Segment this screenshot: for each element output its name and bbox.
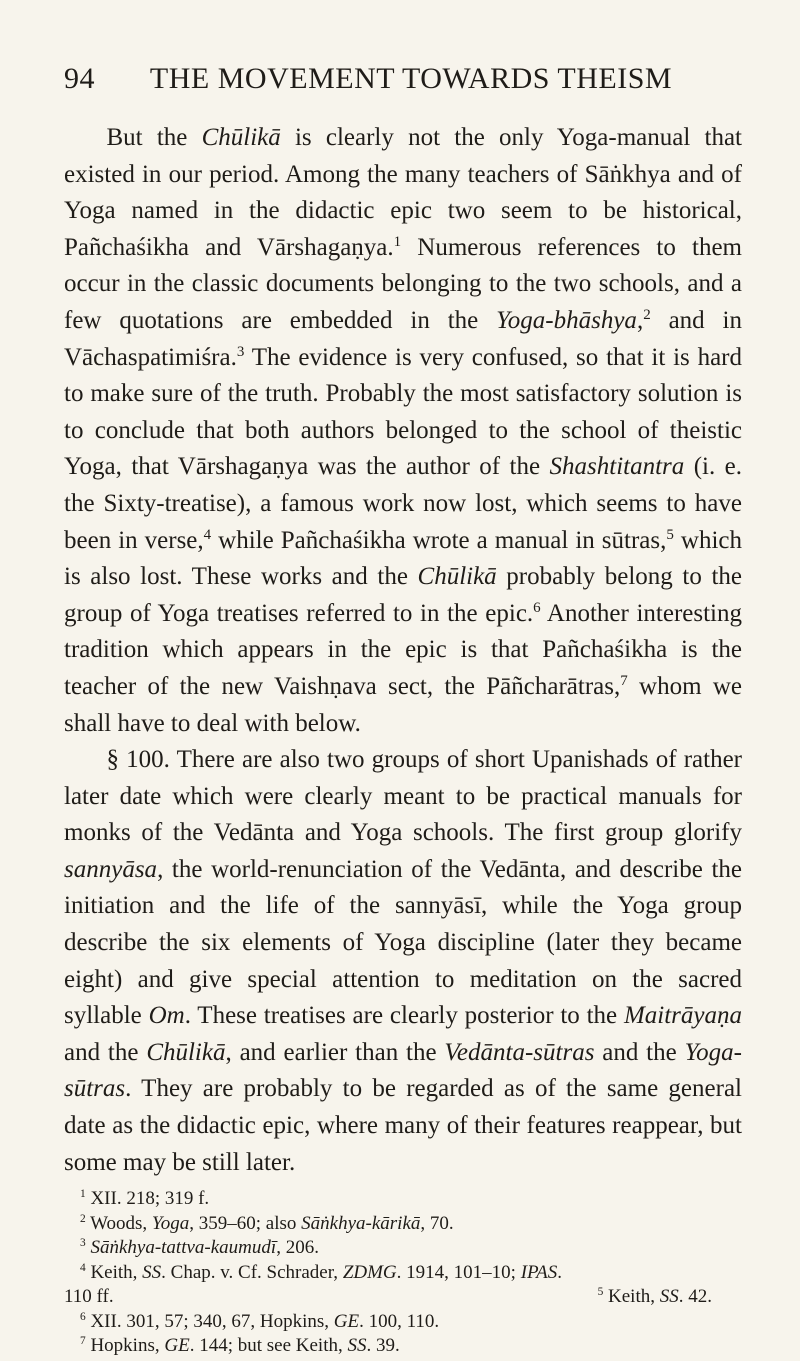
footnote-ref-6: 6 [533,599,541,616]
footnote-ref-2: 2 [643,306,651,323]
page-number: 94 [64,62,95,95]
footnote-ref-7: 7 [620,672,628,689]
footnote-7: $^7$ Hopkins, GE. 144; but see Keith, SS. 39. [80,1335,400,1357]
footnote-5: $^5$ Keith, SS. 42. [597,1286,712,1308]
paragraph-2: § 100. There are also two groups of short Upanishads of rather later date which were clearly meant to be practical manuals for monks of the Vedānta and Yoga schools. The first group glorify sannyāsa, the world-renunciation of the Vedānta, and describe the initiation and the life of the sannyāsī, while the Yoga group describe the six elements of Yoga discipline (later they became eight) and give special attention to meditation on the sacred syllable Om. These treatises are clearly posterior to the Maitrāyaṇa and the Chūlikā, and earlier than the Vedānta-sūtras and the Yoga-sūtras. They are probably to be regarded as of the same general date as the didactic epic, where many of their features reappear, but some may be still later. [64,746,743,1176]
body-text [64,120,742,1181]
footnote-4-continuation: 110 ff. [64,1286,114,1308]
footnote-3: $^3$ Sāṅkhya-tattva-kaumudī, 206. [80,1237,319,1259]
footnote-6: $^6$ XII. 301, 57; 340, 67, Hopkins, GE. 100, 110. [80,1310,440,1332]
running-title: THE MOVEMENT TOWARDS THEISM [149,62,673,95]
footnote-2: $^2$ Woods, Yoga, 359–60; also Sāṅkhya-kārikā, 70. [80,1212,454,1234]
footnote-1: $^1$ XII. 218; 319 f. [80,1188,210,1210]
footnote-ref-3: 3 [236,343,245,360]
footnote-4: $^4$ Keith, SS. Chap. v. Cf. Schrader, ZDMG. 1914, 101–10; IPAS. [80,1261,563,1283]
running-header [64,62,742,96]
footnote-line-4-5 [64,1285,742,1310]
footnote-ref-5: 5 [666,526,674,543]
paragraph-1: But the Chūlikā is clearly not the only Yoga-manual that existed in our period. Among the many teachers of Sāṅkhya and of Yoga named in the didactic epic two seem to be historical, Pañchaśikha and Vārshagaṇya.$^1$ Numerous references to them occur in the classic documents belonging to the two schools, and a few quotations are embedded in the Yoga-bhāshya,$^2$ and in Vāchaspatimiśra.$^3$ The evidence is very confused, so that it is hard to make sure of the truth. Probably the most satisfactory solution is to conclude that both authors belonged to the school of theistic Yoga, that Vārshagaṇya was the author of the Shashtitantra (i. e. the Sixty-treatise), a famous work now lost, which seems to have been in verse,$^4$ while Pañchaśikha wrote a manual in sūtras,$^5$ which is also lost. These works and the Chūlikā probably belong to the group of Yoga treatises referred to in the epic.$^6$ Another interesting tradition which appears in the epic is that Pañchaśikha is the teacher of the new Vaishṇava sect, the Pāñcharātras,$^7$ whom we shall have to deal with below. [64,124,742,737]
footnote-ref-1: 1 [393,233,402,250]
footnote-ref-4: 4 [203,526,212,543]
footnotes [64,1187,742,1359]
